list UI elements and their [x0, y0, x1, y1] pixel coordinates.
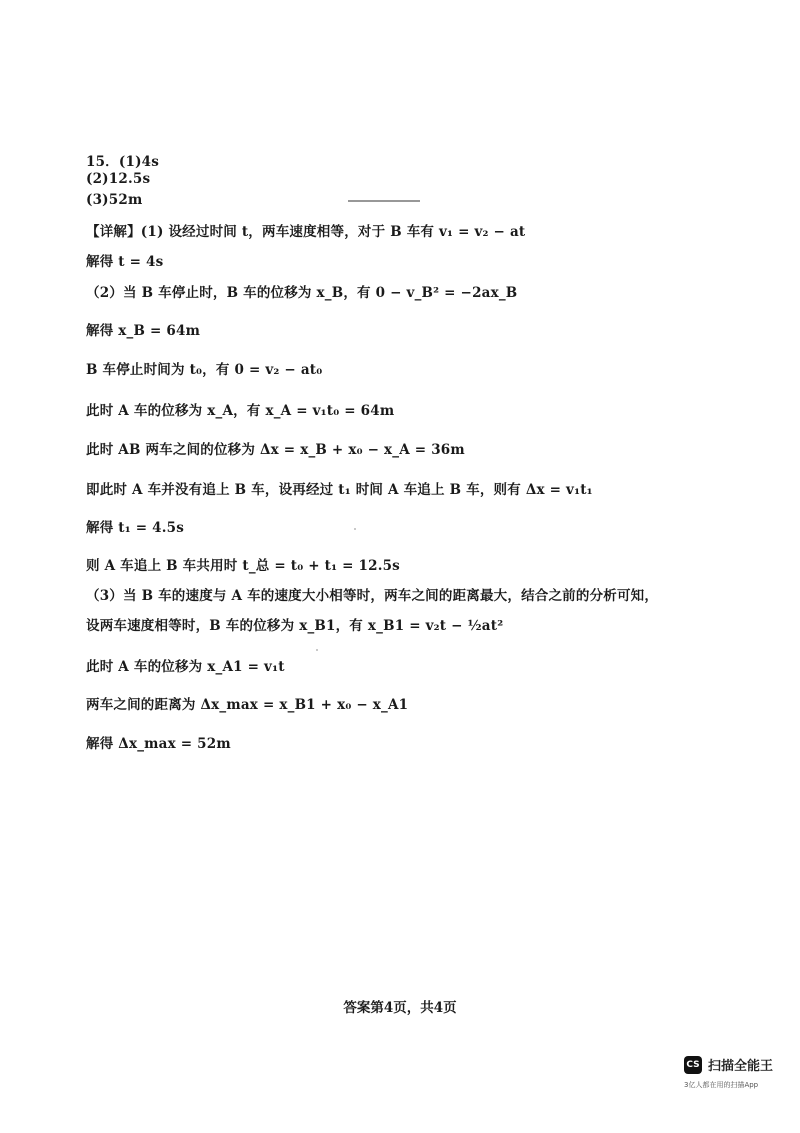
solution-line: 此时 A 车的位移为 x_A1 = v₁t: [86, 659, 285, 675]
page-footer: 答案第4页，共4页: [343, 1000, 457, 1016]
answer-1: 15．(1)4s: [86, 154, 160, 170]
solution-line: （3）当 B 车的速度与 A 车的速度大小相等时，两车之间的距离最大，结合之前的分析可知，: [86, 588, 659, 604]
solution-line: 两车之间的距离为 Δx_max = x_B1 + x₀ − x_A1: [86, 697, 409, 713]
scanner-tagline: 3亿人都在用的扫描App: [684, 1081, 759, 1089]
solution-line: 解得 t = 4s: [86, 254, 164, 270]
solution-line: 设两车速度相等时，B 车的位移为 x_B1，有 x_B1 = v₂t − ½at²: [86, 618, 504, 634]
scanner-app-name: 扫描全能王: [708, 1059, 774, 1074]
solution-line: 即此时 A 车并没有追上 B 车，设再经过 t₁ 时间 A 车追上 B 车，则有 Δx = v₁t₁: [86, 482, 593, 498]
scan-smudge: [348, 200, 420, 202]
solution-line: B 车停止时间为 t₀，有 0 = v₂ − at₀: [86, 362, 323, 378]
scanner-watermark: [684, 1055, 773, 1074]
solution-line: 解得 x_B = 64m: [86, 323, 201, 339]
solution-line: 解得 Δx_max = 52m: [86, 736, 231, 752]
solution-line: 此时 AB 两车之间的位移为 Δx = x_B + x₀ − x_A = 36m: [86, 442, 465, 458]
solution-line: （2）当 B 车停止时，B 车的位移为 x_B，有 0 − v_B² = −2ax_B: [86, 285, 518, 301]
solution-line: 【详解】(1) 设经过时间 t，两车速度相等，对于 B 车有 v₁ = v₂ − at: [86, 224, 526, 240]
answer-3: (3)52m: [86, 192, 143, 208]
answer-2: (2)12.5s: [86, 171, 151, 187]
solution-line: 则 A 车追上 B 车共用时 t_总 = t₀ + t₁ = 12.5s: [86, 558, 400, 574]
cs-logo-icon: CS: [684, 1056, 702, 1074]
solution-line: 解得 t₁ = 4.5s: [86, 520, 185, 536]
scan-speck: [316, 649, 318, 651]
solution-line: 此时 A 车的位移为 x_A，有 x_A = v₁t₀ = 64m: [86, 403, 395, 419]
scan-speck: [354, 528, 356, 530]
